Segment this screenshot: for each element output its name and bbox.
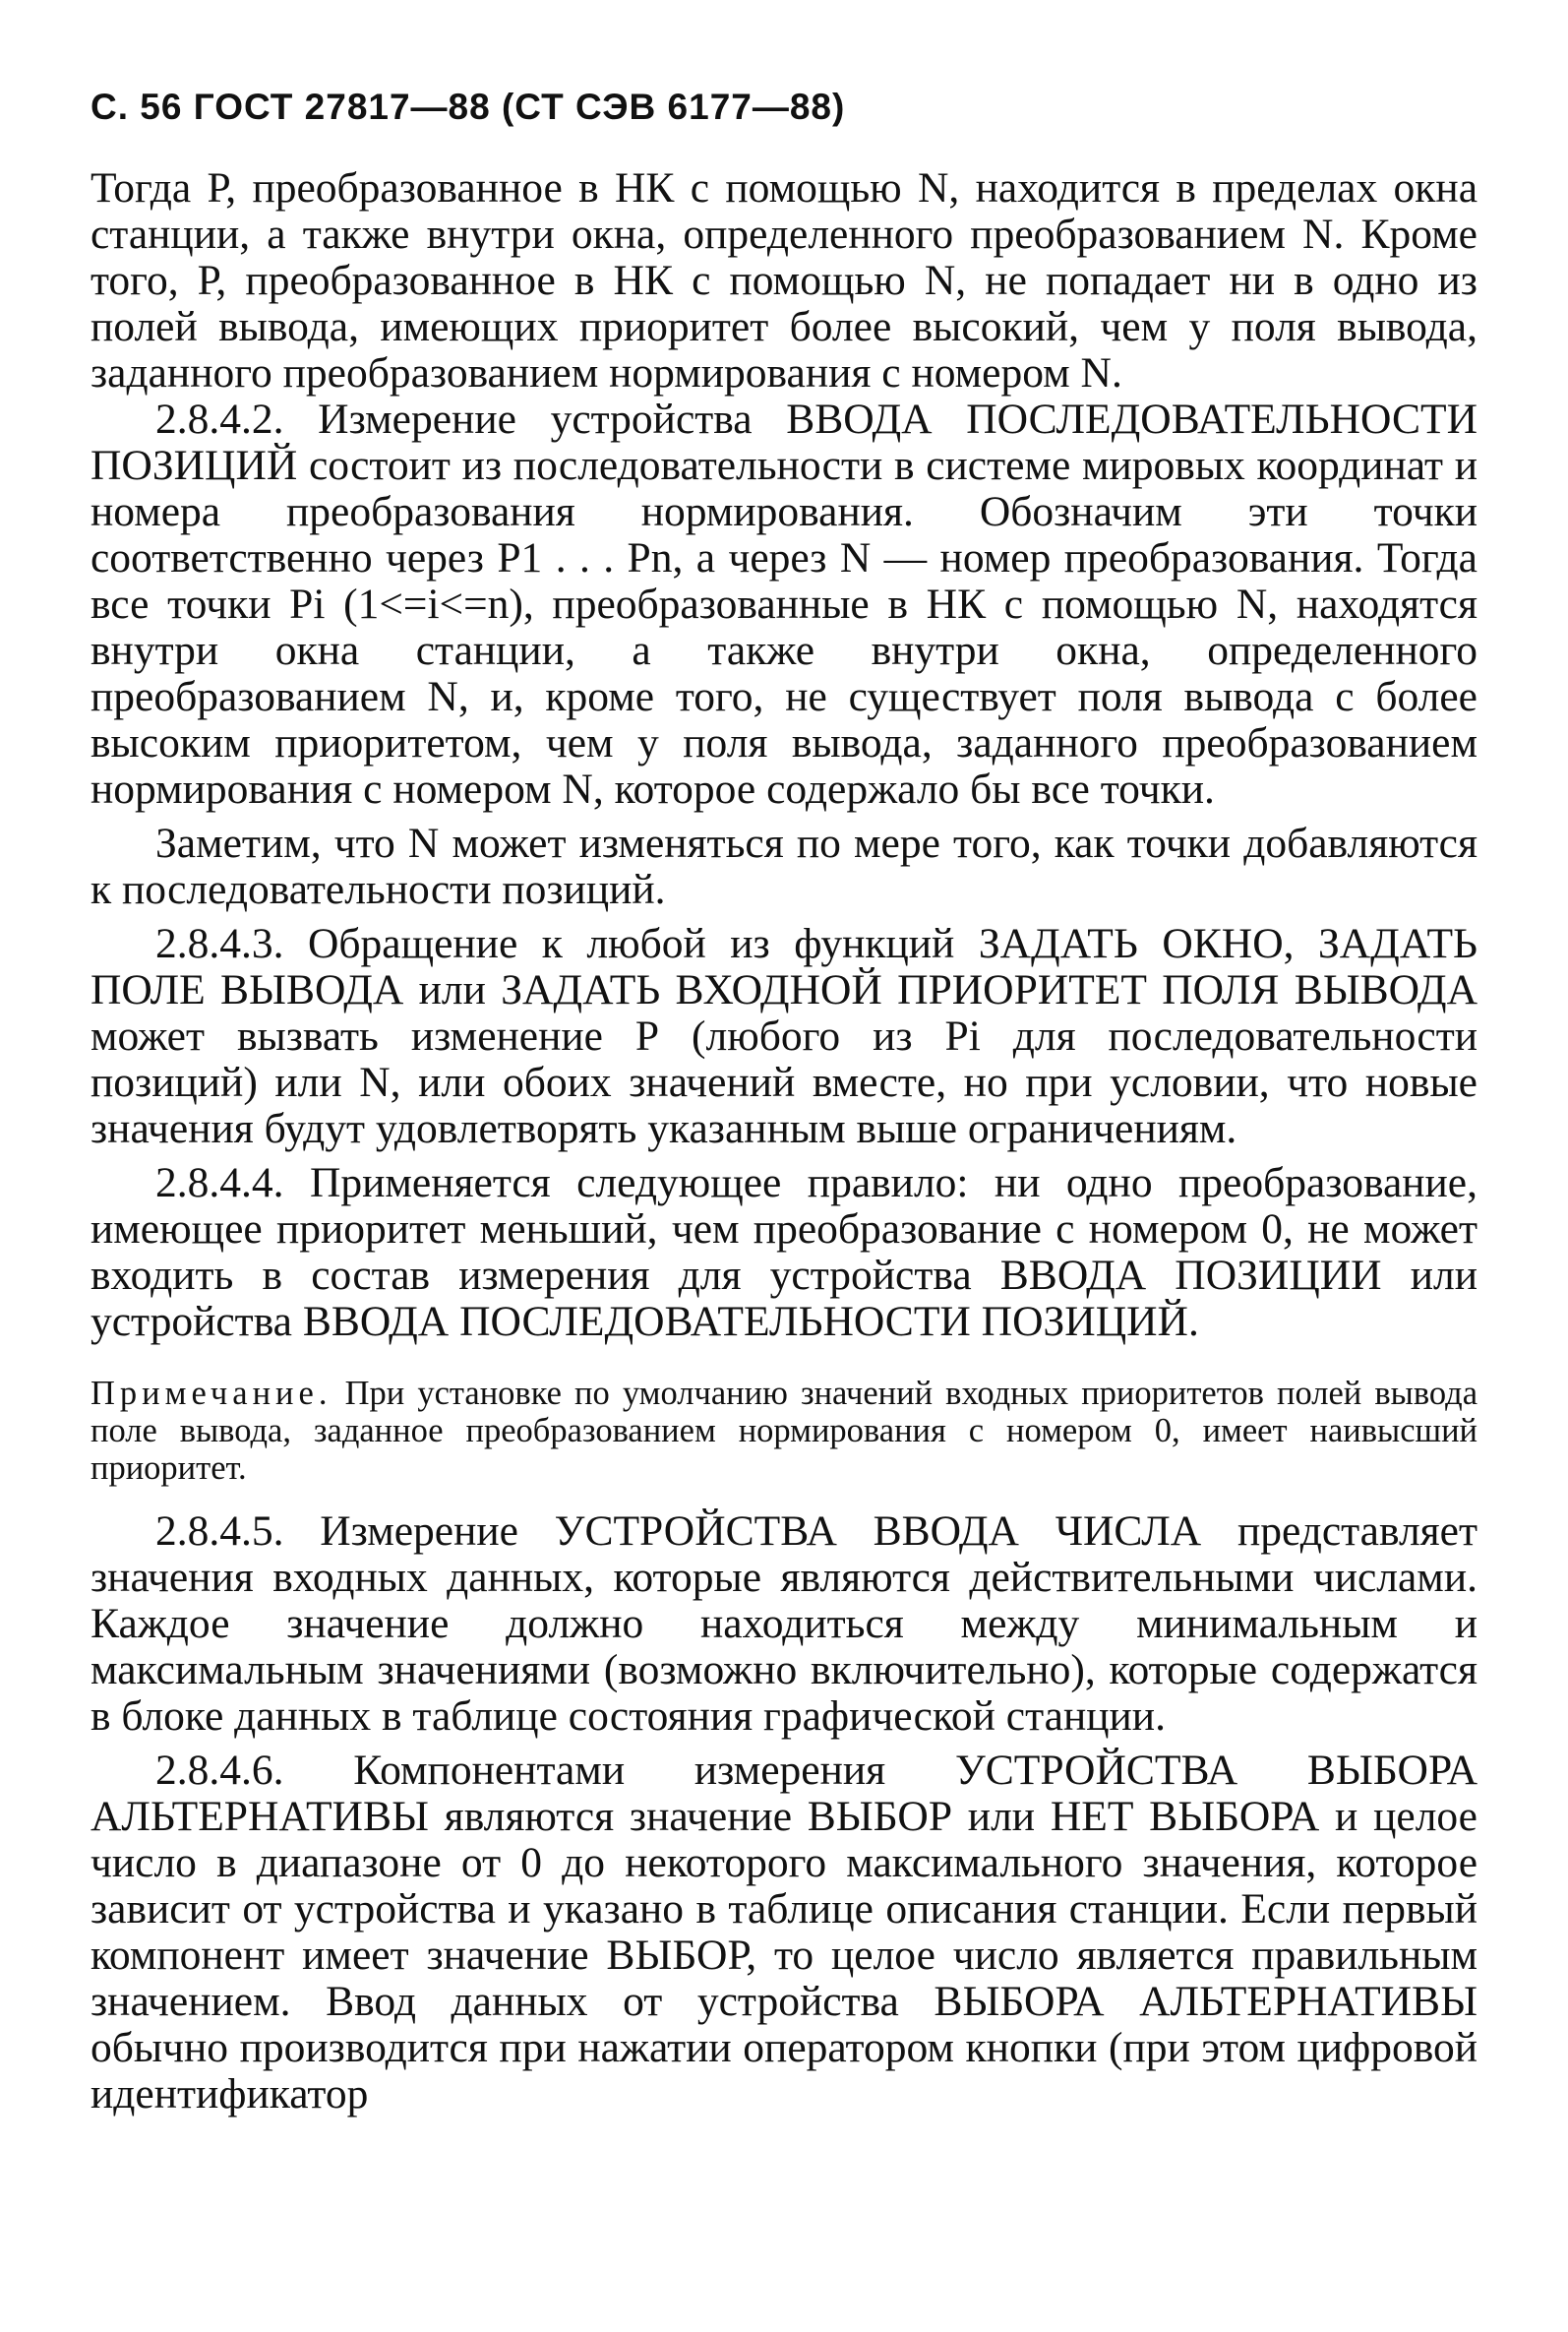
paragraph-2-8-4-6: 2.8.4.6. Компонентами измерения УСТРОЙСТВА ВЫБОРА АЛЬТЕРНАТИВЫ являются значение ВЫБОР или НЕТ ВЫБОРА и целое число в диапазоне от 0 до некоторого максимального значения, которое зависит от устройства и указано в таблице описания станции. Если первый компонент имеет значение ВЫБОР, то целое число является правильным значением. Ввод данных от устройства ВЫБОРА АЛЬТЕРНАТИВЫ обычно производится при нажатии оператором кнопки (при этом цифровой идентификатор — [90, 1747, 1478, 2117]
paragraph-2-8-4-5: 2.8.4.5. Измерение УСТРОЙСТВА ВВОДА ЧИСЛА представляет значения входных данных, которые являются действительными числами. Каждое значение должно находиться между минимальным и максимальным значениями (возможно включительно), которые содержатся в блоке данных в таблице состояния графической станции. — [90, 1507, 1478, 1740]
document-page — [90, 87, 1478, 2117]
paragraph-2-8-4-4: 2.8.4.4. Применяется следующее правило: ни одно преобразование, имеющее приоритет меньший, чем преобразование с номером 0, не может входить в состав измерения для устройства ВВОДА ПОЗИЦИИ или устройства ВВОДА ПОСЛЕДОВАТЕЛЬНОСТИ ПОЗИЦИЙ. — [90, 1159, 1478, 1345]
paragraph-continuation: Тогда Р, преобразованное в НК с помощью N, находится в пределах окна станции, а также внутри окна, определенного преобразованием N. Кроме того, Р, преобразованное в НК с помощью N, не попадает ни в одно из полей вывода, имеющих приоритет более высокий, чем у поля вывода, заданного преобразованием нормирования с номером N. — [90, 164, 1478, 397]
paragraph-remark-n: Заметим, что N может изменяться по мере того, как точки добавляются к последовательности позиций. — [90, 820, 1478, 913]
page-header: С. 56 ГОСТ 27817—88 (СТ СЭВ 6177—88) — [90, 87, 846, 127]
note-text: При установке по умолчанию значений входных приоритетов полей вывода поле вывода, заданное преобразованием нормирования с номером 0, имеет наивысший приоритет. — [90, 1375, 1478, 1487]
note-block — [90, 1375, 1478, 1487]
note-title: Примечание. — [90, 1375, 332, 1412]
paragraph-2-8-4-3: 2.8.4.3. Обращение к любой из функций ЗАДАТЬ ОКНО, ЗАДАТЬ ПОЛЕ ВЫВОДА или ЗАДАТЬ ВХОДНОЙ ПРИОРИТЕТ ПОЛЯ ВЫВОДА может вызвать изменение Р (любого из Pi для последовательности позиций) или N, или обоих значений вместе, но при условии, что новые значения будут удовлетворять указанным выше ограничениям. — [90, 920, 1478, 1152]
paragraph-2-8-4-2: 2.8.4.2. Измерение устройства ВВОДА ПОСЛЕДОВАТЕЛЬНОСТИ ПОЗИЦИЙ состоит из последовательности в системе мировых координат и номера преобразования нормирования. Обозначим эти точки соответственно через Р1 . . . Рn, а через N — номер преобразования. Тогда все точки Pi (1<=i<=n), преобразованные в НК с помощью N, находятся внутри окна станции, а также внутри окна, определенного преобразованием N, и, кроме того, не существует поля вывода с более высоким приоритетом, чем у поля вывода, заданного преобразованием нормирования с номером N, которое содержало бы все точки. — [90, 396, 1478, 813]
